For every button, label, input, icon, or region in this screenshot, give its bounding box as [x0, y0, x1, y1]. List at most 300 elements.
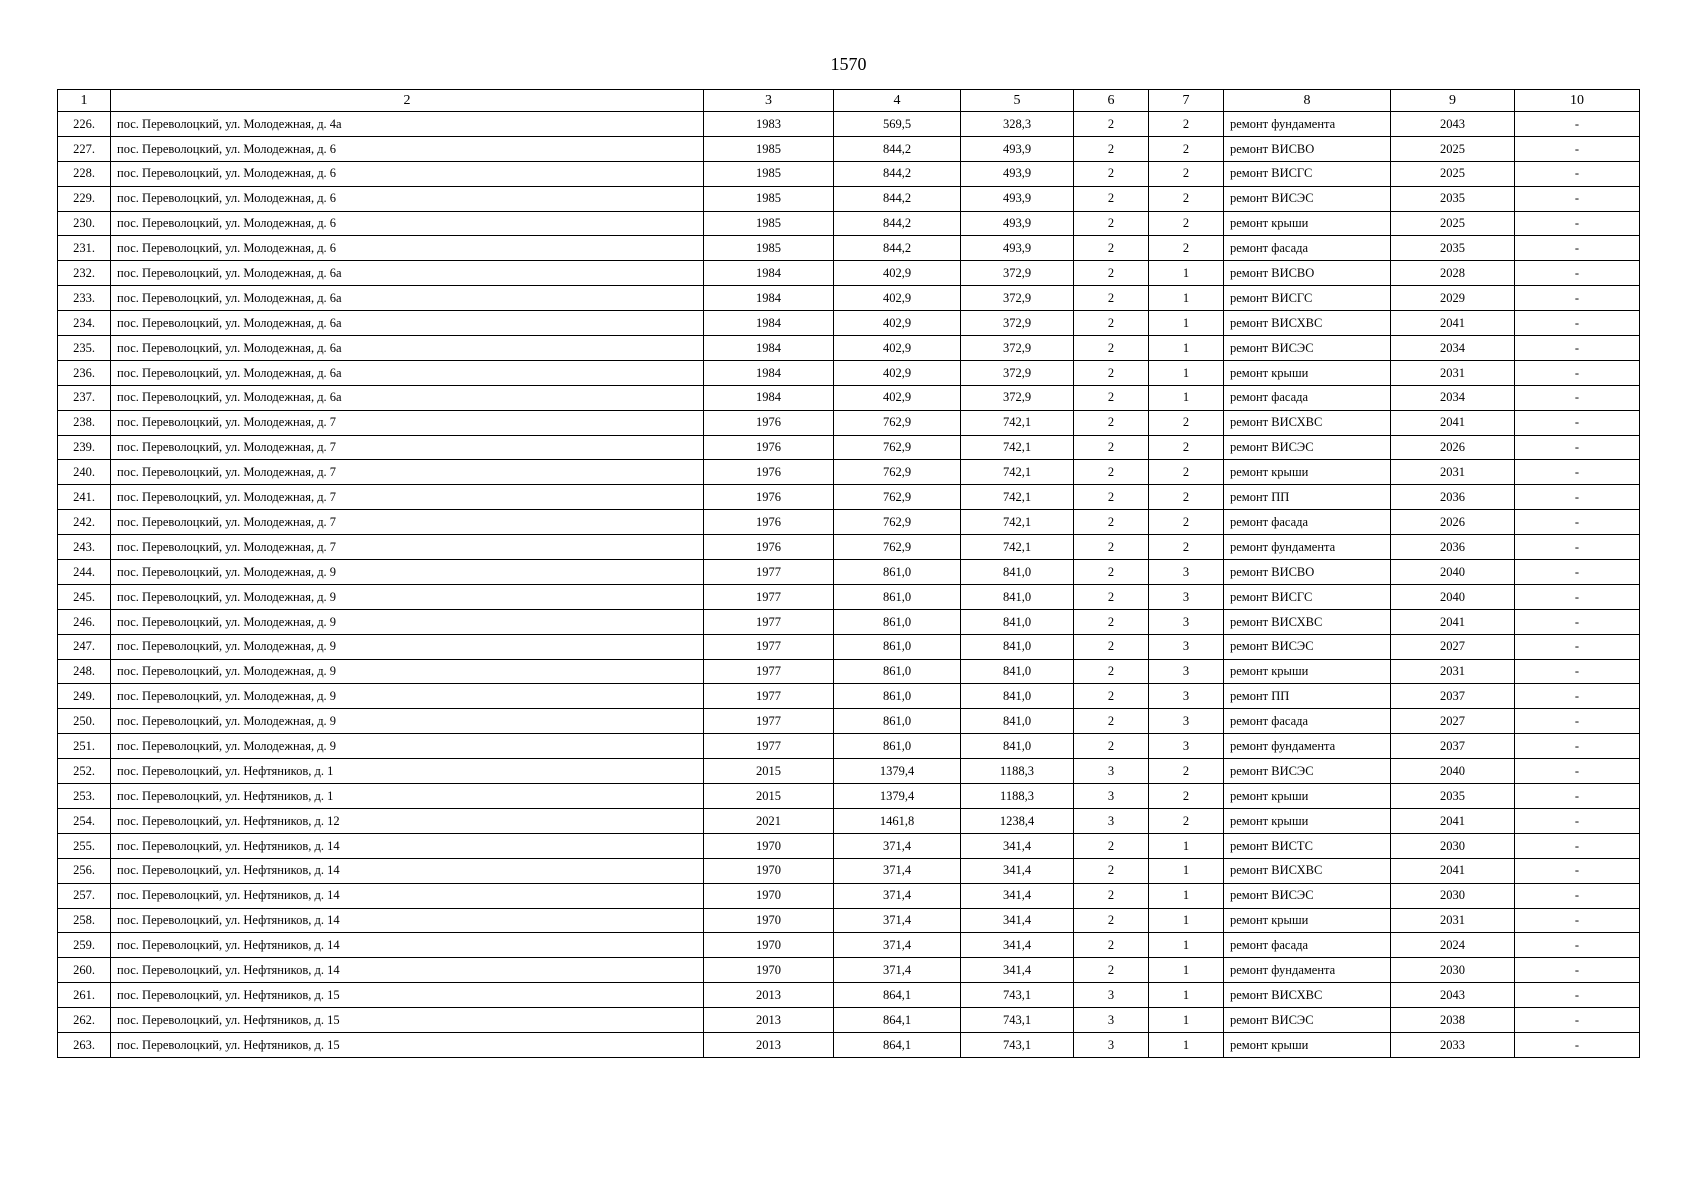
extra-cell: - [1515, 460, 1640, 485]
living-area-cell: 743,1 [961, 1032, 1074, 1057]
extra-cell: - [1515, 858, 1640, 883]
total-area-cell: 371,4 [834, 908, 961, 933]
table-row [58, 833, 1640, 858]
entrances-cell: 1 [1149, 958, 1224, 983]
row-index-cell: 243. [58, 535, 111, 560]
work-type-cell: ремонт ПП [1224, 684, 1391, 709]
total-area-cell: 762,9 [834, 410, 961, 435]
table-row [58, 485, 1640, 510]
row-index-cell: 234. [58, 311, 111, 336]
year-cell: 1985 [704, 161, 834, 186]
work-type-cell: ремонт ВИСВО [1224, 136, 1391, 161]
year-cell: 1984 [704, 336, 834, 361]
living-area-cell: 841,0 [961, 634, 1074, 659]
total-area-cell: 762,9 [834, 535, 961, 560]
column-header: 10 [1515, 90, 1640, 112]
row-index-cell: 250. [58, 709, 111, 734]
work-type-cell: ремонт фасада [1224, 933, 1391, 958]
extra-cell: - [1515, 236, 1640, 261]
year-cell: 1970 [704, 883, 834, 908]
living-area-cell: 341,4 [961, 908, 1074, 933]
extra-cell: - [1515, 933, 1640, 958]
planned-year-cell: 2035 [1391, 236, 1515, 261]
extra-cell: - [1515, 136, 1640, 161]
work-type-cell: ремонт фасада [1224, 385, 1391, 410]
address-cell: пос. Переволоцкий, ул. Нефтяников, д. 14 [111, 858, 704, 883]
floors-cell: 2 [1074, 858, 1149, 883]
entrances-cell: 1 [1149, 983, 1224, 1008]
extra-cell: - [1515, 112, 1640, 137]
year-cell: 1970 [704, 958, 834, 983]
row-index-cell: 240. [58, 460, 111, 485]
year-cell: 1970 [704, 908, 834, 933]
total-area-cell: 864,1 [834, 1032, 961, 1057]
row-index-cell: 262. [58, 1008, 111, 1033]
entrances-cell: 3 [1149, 609, 1224, 634]
planned-year-cell: 2043 [1391, 112, 1515, 137]
address-cell: пос. Переволоцкий, ул. Молодежная, д. 9 [111, 684, 704, 709]
row-index-cell: 255. [58, 833, 111, 858]
planned-year-cell: 2024 [1391, 933, 1515, 958]
year-cell: 1977 [704, 560, 834, 585]
year-cell: 2021 [704, 808, 834, 833]
living-area-cell: 493,9 [961, 186, 1074, 211]
row-index-cell: 246. [58, 609, 111, 634]
table-row [58, 261, 1640, 286]
table-row [58, 983, 1640, 1008]
work-type-cell: ремонт фундамента [1224, 112, 1391, 137]
row-index-cell: 239. [58, 435, 111, 460]
extra-cell: - [1515, 659, 1640, 684]
address-cell: пос. Переволоцкий, ул. Молодежная, д. 7 [111, 535, 704, 560]
living-area-cell: 328,3 [961, 112, 1074, 137]
entrances-cell: 2 [1149, 808, 1224, 833]
year-cell: 2013 [704, 1008, 834, 1033]
row-index-cell: 256. [58, 858, 111, 883]
total-area-cell: 861,0 [834, 634, 961, 659]
planned-year-cell: 2026 [1391, 510, 1515, 535]
total-area-cell: 861,0 [834, 734, 961, 759]
year-cell: 2015 [704, 784, 834, 809]
row-index-cell: 227. [58, 136, 111, 161]
table-row [58, 609, 1640, 634]
work-type-cell: ремонт крыши [1224, 460, 1391, 485]
total-area-cell: 762,9 [834, 460, 961, 485]
total-area-cell: 402,9 [834, 261, 961, 286]
extra-cell: - [1515, 634, 1640, 659]
entrances-cell: 1 [1149, 933, 1224, 958]
planned-year-cell: 2034 [1391, 385, 1515, 410]
planned-year-cell: 2028 [1391, 261, 1515, 286]
table-row [58, 385, 1640, 410]
address-cell: пос. Переволоцкий, ул. Молодежная, д. 9 [111, 609, 704, 634]
year-cell: 1976 [704, 510, 834, 535]
row-index-cell: 245. [58, 584, 111, 609]
entrances-cell: 3 [1149, 734, 1224, 759]
planned-year-cell: 2030 [1391, 883, 1515, 908]
address-cell: пос. Переволоцкий, ул. Молодежная, д. 6 [111, 161, 704, 186]
floors-cell: 2 [1074, 112, 1149, 137]
total-area-cell: 371,4 [834, 933, 961, 958]
table-row [58, 659, 1640, 684]
floors-cell: 2 [1074, 535, 1149, 560]
table-row [58, 908, 1640, 933]
planned-year-cell: 2025 [1391, 161, 1515, 186]
work-type-cell: ремонт крыши [1224, 908, 1391, 933]
extra-cell: - [1515, 958, 1640, 983]
living-area-cell: 742,1 [961, 535, 1074, 560]
extra-cell: - [1515, 435, 1640, 460]
floors-cell: 2 [1074, 833, 1149, 858]
entrances-cell: 2 [1149, 136, 1224, 161]
year-cell: 1985 [704, 136, 834, 161]
total-area-cell: 371,4 [834, 858, 961, 883]
planned-year-cell: 2040 [1391, 560, 1515, 585]
living-area-cell: 372,9 [961, 360, 1074, 385]
planned-year-cell: 2031 [1391, 460, 1515, 485]
floors-cell: 3 [1074, 1008, 1149, 1033]
total-area-cell: 861,0 [834, 609, 961, 634]
address-cell: пос. Переволоцкий, ул. Молодежная, д. 7 [111, 435, 704, 460]
address-cell: пос. Переволоцкий, ул. Молодежная, д. 9 [111, 634, 704, 659]
row-index-cell: 260. [58, 958, 111, 983]
extra-cell: - [1515, 734, 1640, 759]
address-cell: пос. Переволоцкий, ул. Молодежная, д. 6 [111, 236, 704, 261]
table-row [58, 236, 1640, 261]
living-area-cell: 841,0 [961, 684, 1074, 709]
entrances-cell: 3 [1149, 684, 1224, 709]
column-header: 1 [58, 90, 111, 112]
column-header: 6 [1074, 90, 1149, 112]
address-cell: пос. Переволоцкий, ул. Молодежная, д. 6а [111, 360, 704, 385]
year-cell: 1977 [704, 634, 834, 659]
planned-year-cell: 2041 [1391, 808, 1515, 833]
floors-cell: 2 [1074, 435, 1149, 460]
address-cell: пос. Переволоцкий, ул. Нефтяников, д. 12 [111, 808, 704, 833]
column-header: 3 [704, 90, 834, 112]
table-row [58, 1008, 1640, 1033]
year-cell: 1977 [704, 709, 834, 734]
entrances-cell: 1 [1149, 883, 1224, 908]
entrances-cell: 1 [1149, 311, 1224, 336]
work-type-cell: ремонт ВИСВО [1224, 261, 1391, 286]
total-area-cell: 371,4 [834, 833, 961, 858]
row-index-cell: 235. [58, 336, 111, 361]
row-index-cell: 226. [58, 112, 111, 137]
year-cell: 1984 [704, 385, 834, 410]
total-area-cell: 861,0 [834, 560, 961, 585]
column-header: 4 [834, 90, 961, 112]
total-area-cell: 861,0 [834, 709, 961, 734]
floors-cell: 2 [1074, 734, 1149, 759]
column-header: 5 [961, 90, 1074, 112]
row-index-cell: 238. [58, 410, 111, 435]
work-type-cell: ремонт ВИСХВС [1224, 311, 1391, 336]
extra-cell: - [1515, 684, 1640, 709]
work-type-cell: ремонт ВИСТС [1224, 833, 1391, 858]
floors-cell: 3 [1074, 759, 1149, 784]
year-cell: 1977 [704, 609, 834, 634]
total-area-cell: 864,1 [834, 983, 961, 1008]
year-cell: 1977 [704, 584, 834, 609]
year-cell: 1984 [704, 311, 834, 336]
entrances-cell: 1 [1149, 833, 1224, 858]
entrances-cell: 1 [1149, 385, 1224, 410]
table-row [58, 136, 1640, 161]
table-row [58, 435, 1640, 460]
table-row [58, 684, 1640, 709]
extra-cell: - [1515, 510, 1640, 535]
entrances-cell: 2 [1149, 410, 1224, 435]
year-cell: 1976 [704, 435, 834, 460]
planned-year-cell: 2025 [1391, 211, 1515, 236]
floors-cell: 2 [1074, 261, 1149, 286]
table-row [58, 336, 1640, 361]
planned-year-cell: 2031 [1391, 360, 1515, 385]
extra-cell: - [1515, 883, 1640, 908]
entrances-cell: 1 [1149, 261, 1224, 286]
total-area-cell: 569,5 [834, 112, 961, 137]
work-type-cell: ремонт ВИСГС [1224, 286, 1391, 311]
table-row [58, 560, 1640, 585]
total-area-cell: 402,9 [834, 311, 961, 336]
work-type-cell: ремонт фундамента [1224, 734, 1391, 759]
row-index-cell: 253. [58, 784, 111, 809]
entrances-cell: 1 [1149, 286, 1224, 311]
address-cell: пос. Переволоцкий, ул. Нефтяников, д. 15 [111, 1008, 704, 1033]
table-row [58, 1032, 1640, 1057]
living-area-cell: 372,9 [961, 336, 1074, 361]
address-cell: пос. Переволоцкий, ул. Молодежная, д. 9 [111, 709, 704, 734]
living-area-cell: 742,1 [961, 460, 1074, 485]
year-cell: 1985 [704, 186, 834, 211]
row-index-cell: 236. [58, 360, 111, 385]
entrances-cell: 1 [1149, 908, 1224, 933]
living-area-cell: 841,0 [961, 609, 1074, 634]
row-index-cell: 229. [58, 186, 111, 211]
year-cell: 2013 [704, 983, 834, 1008]
table-row [58, 734, 1640, 759]
address-cell: пос. Переволоцкий, ул. Нефтяников, д. 14 [111, 933, 704, 958]
row-index-cell: 251. [58, 734, 111, 759]
living-area-cell: 341,4 [961, 958, 1074, 983]
entrances-cell: 1 [1149, 336, 1224, 361]
planned-year-cell: 2030 [1391, 833, 1515, 858]
entrances-cell: 3 [1149, 634, 1224, 659]
work-type-cell: ремонт ВИСХВС [1224, 410, 1391, 435]
total-area-cell: 402,9 [834, 360, 961, 385]
table-row [58, 858, 1640, 883]
work-type-cell: ремонт крыши [1224, 211, 1391, 236]
total-area-cell: 861,0 [834, 684, 961, 709]
work-type-cell: ремонт крыши [1224, 360, 1391, 385]
extra-cell: - [1515, 560, 1640, 585]
total-area-cell: 402,9 [834, 286, 961, 311]
floors-cell: 2 [1074, 360, 1149, 385]
column-header: 8 [1224, 90, 1391, 112]
living-area-cell: 742,1 [961, 435, 1074, 460]
planned-year-cell: 2037 [1391, 684, 1515, 709]
work-type-cell: ремонт ВИСЭС [1224, 759, 1391, 784]
entrances-cell: 3 [1149, 709, 1224, 734]
living-area-cell: 341,4 [961, 858, 1074, 883]
work-type-cell: ремонт ВИСЭС [1224, 186, 1391, 211]
extra-cell: - [1515, 1008, 1640, 1033]
living-area-cell: 372,9 [961, 311, 1074, 336]
row-index-cell: 242. [58, 510, 111, 535]
work-type-cell: ремонт крыши [1224, 1032, 1391, 1057]
work-type-cell: ремонт крыши [1224, 659, 1391, 684]
living-area-cell: 372,9 [961, 385, 1074, 410]
planned-year-cell: 2027 [1391, 634, 1515, 659]
column-header: 7 [1149, 90, 1224, 112]
entrances-cell: 2 [1149, 510, 1224, 535]
extra-cell: - [1515, 385, 1640, 410]
row-index-cell: 228. [58, 161, 111, 186]
extra-cell: - [1515, 983, 1640, 1008]
column-number-header [58, 90, 1640, 112]
total-area-cell: 844,2 [834, 136, 961, 161]
floors-cell: 2 [1074, 684, 1149, 709]
living-area-cell: 493,9 [961, 136, 1074, 161]
work-type-cell: ремонт ВИСГС [1224, 584, 1391, 609]
total-area-cell: 1379,4 [834, 784, 961, 809]
living-area-cell: 742,1 [961, 410, 1074, 435]
total-area-cell: 844,2 [834, 211, 961, 236]
table-row [58, 286, 1640, 311]
table-row [58, 958, 1640, 983]
row-index-cell: 261. [58, 983, 111, 1008]
address-cell: пос. Переволоцкий, ул. Молодежная, д. 7 [111, 485, 704, 510]
living-area-cell: 743,1 [961, 983, 1074, 1008]
table-row [58, 709, 1640, 734]
work-type-cell: ремонт ВИСЭС [1224, 435, 1391, 460]
floors-cell: 2 [1074, 485, 1149, 510]
address-cell: пос. Переволоцкий, ул. Молодежная, д. 6а [111, 336, 704, 361]
table-row [58, 410, 1640, 435]
table-row [58, 510, 1640, 535]
address-cell: пос. Переволоцкий, ул. Нефтяников, д. 15 [111, 983, 704, 1008]
row-index-cell: 252. [58, 759, 111, 784]
table-row [58, 634, 1640, 659]
extra-cell: - [1515, 908, 1640, 933]
work-type-cell: ремонт крыши [1224, 808, 1391, 833]
work-type-cell: ремонт ВИСГС [1224, 161, 1391, 186]
floors-cell: 2 [1074, 410, 1149, 435]
total-area-cell: 1379,4 [834, 759, 961, 784]
row-index-cell: 232. [58, 261, 111, 286]
floors-cell: 2 [1074, 161, 1149, 186]
planned-year-cell: 2035 [1391, 784, 1515, 809]
extra-cell: - [1515, 808, 1640, 833]
extra-cell: - [1515, 709, 1640, 734]
year-cell: 1976 [704, 460, 834, 485]
floors-cell: 2 [1074, 236, 1149, 261]
row-index-cell: 248. [58, 659, 111, 684]
table-row [58, 460, 1640, 485]
planned-year-cell: 2037 [1391, 734, 1515, 759]
year-cell: 1984 [704, 360, 834, 385]
table-row [58, 933, 1640, 958]
row-index-cell: 241. [58, 485, 111, 510]
floors-cell: 2 [1074, 336, 1149, 361]
entrances-cell: 2 [1149, 161, 1224, 186]
total-area-cell: 371,4 [834, 958, 961, 983]
entrances-cell: 2 [1149, 535, 1224, 560]
work-type-cell: ремонт фундамента [1224, 535, 1391, 560]
extra-cell: - [1515, 1032, 1640, 1057]
extra-cell: - [1515, 759, 1640, 784]
entrances-cell: 2 [1149, 236, 1224, 261]
entrances-cell: 1 [1149, 858, 1224, 883]
floors-cell: 3 [1074, 1032, 1149, 1057]
planned-year-cell: 2026 [1391, 435, 1515, 460]
total-area-cell: 1461,8 [834, 808, 961, 833]
row-index-cell: 254. [58, 808, 111, 833]
living-area-cell: 493,9 [961, 211, 1074, 236]
address-cell: пос. Переволоцкий, ул. Молодежная, д. 9 [111, 734, 704, 759]
total-area-cell: 844,2 [834, 161, 961, 186]
work-type-cell: ремонт ВИСХВС [1224, 609, 1391, 634]
row-index-cell: 257. [58, 883, 111, 908]
address-cell: пос. Переволоцкий, ул. Нефтяников, д. 14 [111, 883, 704, 908]
planned-year-cell: 2043 [1391, 983, 1515, 1008]
living-area-cell: 742,1 [961, 510, 1074, 535]
extra-cell: - [1515, 336, 1640, 361]
total-area-cell: 402,9 [834, 385, 961, 410]
address-cell: пос. Переволоцкий, ул. Молодежная, д. 7 [111, 510, 704, 535]
living-area-cell: 372,9 [961, 261, 1074, 286]
year-cell: 1970 [704, 933, 834, 958]
table-row [58, 186, 1640, 211]
address-cell: пос. Переволоцкий, ул. Нефтяников, д. 14 [111, 908, 704, 933]
year-cell: 1984 [704, 286, 834, 311]
planned-year-cell: 2036 [1391, 485, 1515, 510]
entrances-cell: 2 [1149, 460, 1224, 485]
extra-cell: - [1515, 186, 1640, 211]
planned-year-cell: 2025 [1391, 136, 1515, 161]
address-cell: пос. Переволоцкий, ул. Молодежная, д. 7 [111, 410, 704, 435]
entrances-cell: 1 [1149, 360, 1224, 385]
entrances-cell: 2 [1149, 435, 1224, 460]
column-header: 2 [111, 90, 704, 112]
living-area-cell: 742,1 [961, 485, 1074, 510]
living-area-cell: 372,9 [961, 286, 1074, 311]
planned-year-cell: 2036 [1391, 535, 1515, 560]
extra-cell: - [1515, 609, 1640, 634]
address-cell: пос. Переволоцкий, ул. Нефтяников, д. 14 [111, 833, 704, 858]
planned-year-cell: 2041 [1391, 858, 1515, 883]
floors-cell: 2 [1074, 584, 1149, 609]
planned-year-cell: 2041 [1391, 311, 1515, 336]
table-row [58, 360, 1640, 385]
entrances-cell: 2 [1149, 784, 1224, 809]
work-type-cell: ремонт ПП [1224, 485, 1391, 510]
year-cell: 1976 [704, 485, 834, 510]
work-type-cell: ремонт ВИСЭС [1224, 1008, 1391, 1033]
address-cell: пос. Переволоцкий, ул. Молодежная, д. 6 [111, 211, 704, 236]
year-cell: 1977 [704, 659, 834, 684]
entrances-cell: 2 [1149, 485, 1224, 510]
address-cell: пос. Переволоцкий, ул. Молодежная, д. 6а [111, 261, 704, 286]
floors-cell: 3 [1074, 808, 1149, 833]
living-area-cell: 841,0 [961, 560, 1074, 585]
table-row [58, 311, 1640, 336]
floors-cell: 3 [1074, 983, 1149, 1008]
planned-year-cell: 2035 [1391, 186, 1515, 211]
total-area-cell: 844,2 [834, 186, 961, 211]
work-type-cell: ремонт крыши [1224, 784, 1391, 809]
